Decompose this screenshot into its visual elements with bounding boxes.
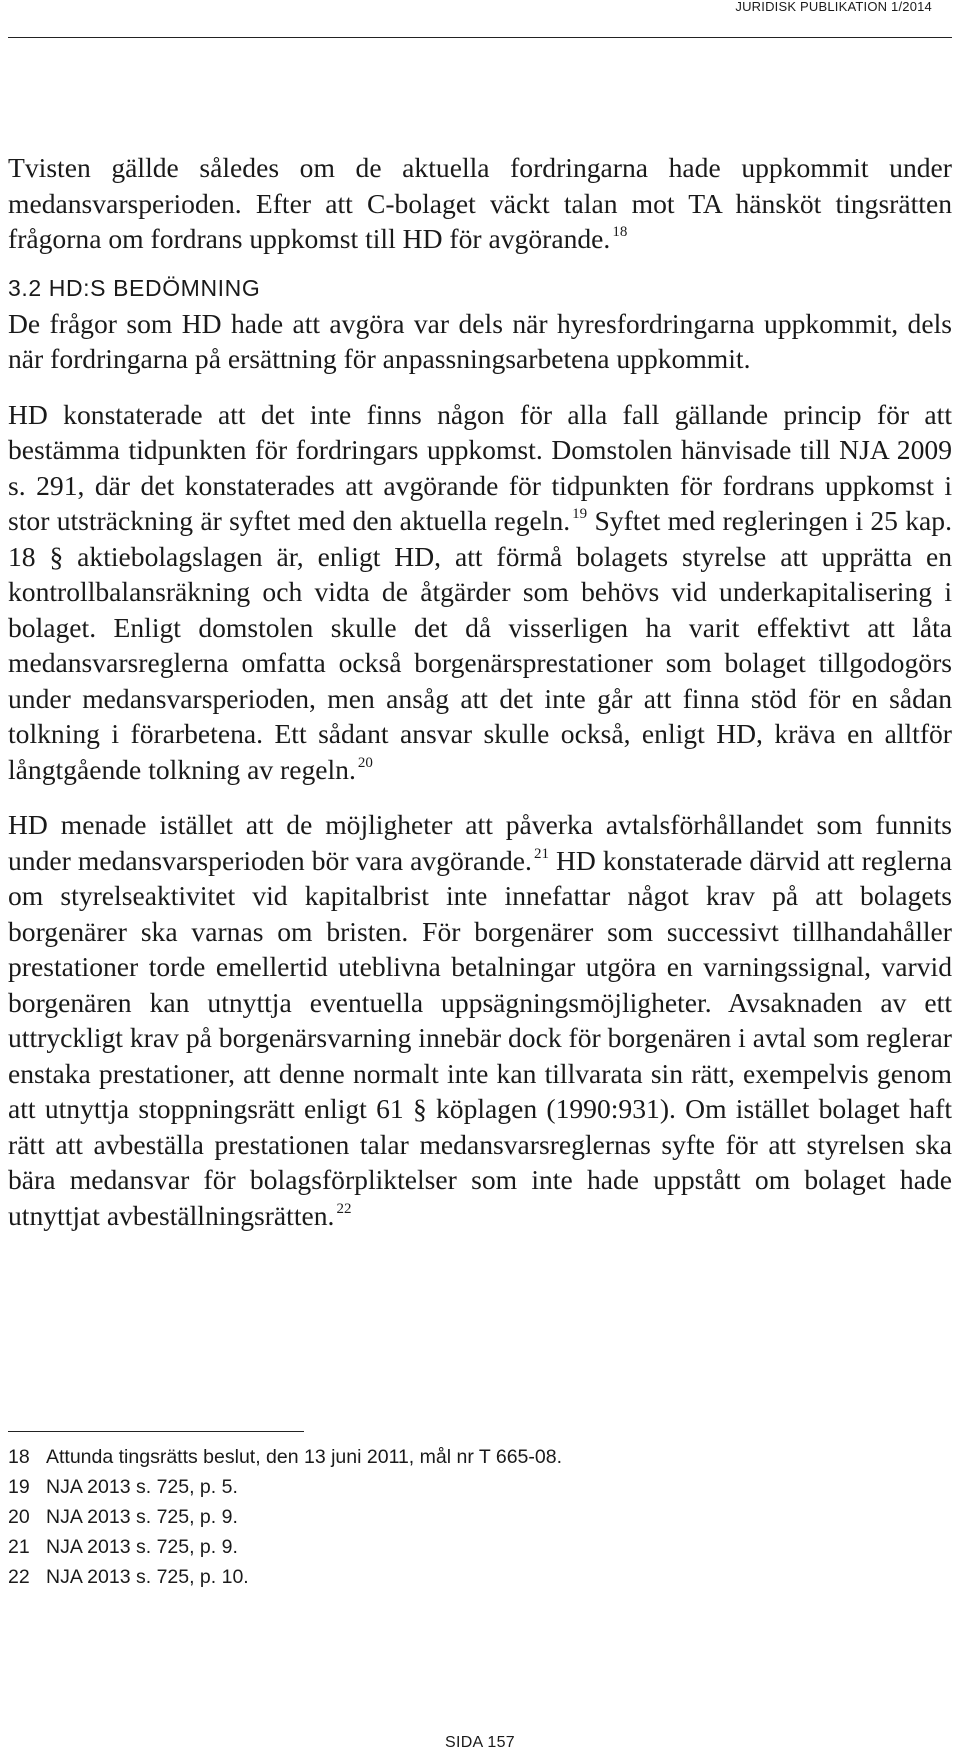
footnote-ref-18[interactable]: 18 — [612, 224, 628, 240]
paragraph-3 — [8, 397, 952, 788]
footnote-number: 18 — [8, 1446, 30, 1468]
footnote-item — [8, 1532, 908, 1562]
paragraph-text: HD menade istället att de möjligheter att påverka avtalsförhållandet som funnits under medansvarsperioden bör vara avgörande. — [8, 809, 952, 876]
footnote-ref-20[interactable]: 20 — [357, 754, 373, 771]
footnote-ref-22[interactable]: 22 — [336, 1200, 352, 1217]
footnote-item — [8, 1442, 908, 1472]
paragraph-2: De frågor som HD hade att avgöra var dels när hyresfordringarna uppkommit, dels när fordringarna på ersättning för anpassningsarbetena uppkommit. — [8, 307, 952, 374]
footnote-ref-19[interactable]: 19 — [572, 506, 588, 522]
footnote-number: 21 — [8, 1536, 30, 1558]
footnote-text: NJA 2013 s. 725, p. 5. — [46, 1476, 238, 1498]
article-body — [8, 150, 952, 1233]
section-heading: 3.2 HD:S BEDÖMNING — [8, 274, 261, 301]
footnote-text: NJA 2013 s. 725, p. 10. — [46, 1566, 249, 1588]
running-header: JURIDISK PUBLIKATION 1/2014 — [735, 0, 932, 14]
footnote-rule — [8, 1431, 304, 1432]
footnote-number: 19 — [8, 1476, 30, 1498]
footnote-text: Attunda tingsrätts beslut, den 13 juni 2011, mål nr T 665-08. — [46, 1446, 562, 1468]
footnote-item — [8, 1502, 908, 1532]
footnote-ref-21[interactable]: 21 — [533, 845, 549, 862]
paragraph-text: HD konstaterade därvid att reglerna om styrelseaktivitet vid kapitalbrist inte innefattar något krav på att bolagets borgenärer ska varnas om bristen. För borgenärer som successivt tillhandahåller prestationer torde emellertid uteblivna betalningar utgöra en varningssignal, varvid borgenären kan utnyttja eventuella uppsägningsmöjligheter. Avsaknaden av ett uttryckligt krav på borgenärsvarning innebär dock för borgenären i avtal som reglerar enstaka prestationer, att denne normalt inte kan tillvarata sin rätt, exempelvis genom att utnyttja stoppningsrätt enligt 61 § köplagen (1990:931). Om istället bolaget haft rätt att avbeställa prestationen talar medansvarsreglernas syfte för att styrelsen ska bära medansvar för bolagsförpliktelser som inte hade uppstått om bolaget hade utnyttjat avbeställningsrätten. — [8, 844, 952, 1231]
footnote-text: NJA 2013 s. 725, p. 9. — [46, 1506, 238, 1528]
paragraph-text: HD konstaterade att det inte finns någon för alla fall gällande princip för att bestämma tidpunkten för fordringars uppkomst. Domstolen hänvisade till NJA 2009 s. 291, där det konstaterades att avgörande för tidpunkten för fordrans uppkomst i stor utsträckning är syftet med den aktuella regeln. — [8, 398, 952, 536]
footnote-text: NJA 2013 s. 725, p. 9. — [46, 1536, 238, 1558]
footnote-item — [8, 1562, 908, 1592]
footnote-list — [8, 1442, 908, 1592]
paragraph-text: Tvisten gällde således om de aktuella fordringarna hade uppkommit under medansvarsperioden. Efter att C-bolaget väckt talan mot TA hänsköt tingsrätten frågorna om fordrans uppkomst till HD för avgörande. — [8, 152, 952, 254]
paragraph-text: Syftet med regleringen i 25 kap. 18 § aktiebolagslagen är, enligt HD, att förmå bolagets styrelse att upprätta en kontrollbalansräkning och vidta de åtgärder som behövs vid underkapitalisering i bolaget. Enligt domstolen skulle det då visserligen ha varit effektivt att låta medansvarsreglerna omfatta också borgenärsprestationer som bolaget tillgodogörs under medansvarsperioden, men ansåg att det inte går att finna stöd för en sådan tolkning i förarbetena. Ett sådant ansvar skulle också, enligt HD, kräva en alltför långtgående tolkning av regeln. — [8, 505, 953, 785]
paragraph-4 — [8, 807, 952, 1233]
footnote-item — [8, 1472, 908, 1502]
paragraph-1 — [8, 150, 952, 257]
header-rule — [8, 37, 952, 38]
page-number: SIDA 157 — [444, 1734, 515, 1751]
footnote-number: 20 — [8, 1506, 30, 1528]
footnote-number: 22 — [8, 1566, 30, 1588]
